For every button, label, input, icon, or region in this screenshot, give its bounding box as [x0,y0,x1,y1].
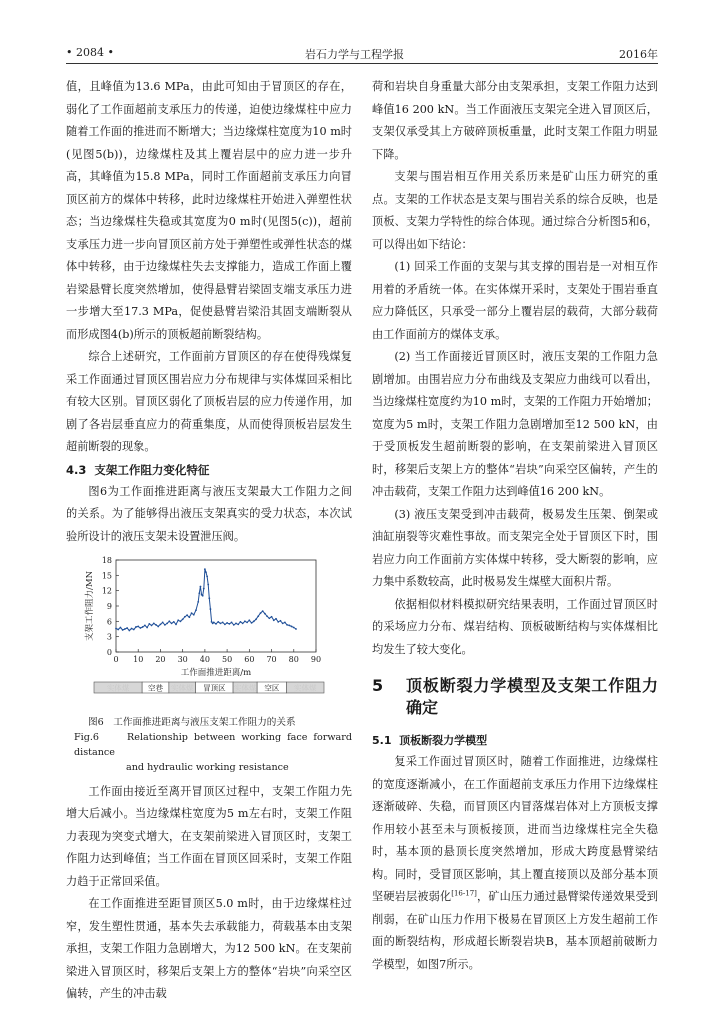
data-point [237,624,239,626]
zone-label: 实体煤 [233,683,257,693]
data-point [280,620,282,622]
data-point [264,613,266,615]
y-tick-label: 9 [106,602,112,611]
conclusion-point-2: (2) 当工作面接近冒顶区时，液压支架的工作阻力急剧增加。由围岩应力分布曲线及支架应力曲线可以看出，当边缘煤柱宽度约为10 m时，支架的工作阻力开始增加；宽度为5 m时，支架工作阻力急剧增加至12 500 kN，由于受顶板发生超前断裂的影响，在支架前梁进入冒顶区时，移架后支架上方的整体“岩块”向采空区偏转，产生的冲击载荷，支架工作阻力达到峰值16 200 kN。 [372,350,658,498]
zone-label: 实体煤 [171,683,194,693]
data-point [293,627,295,629]
data-point [260,612,262,614]
data-point [203,588,205,590]
y-tick-label: 15 [101,571,112,581]
data-point [207,584,209,586]
data-point [148,623,150,625]
data-point [188,616,190,618]
left-para-resistance-change: 工作面由接近至离开冒顶区过程中，支架工作阻力先增大后减小。当边缘煤柱宽度为5 m左右时，支架工作阻力表现为突变式增大，在支架前梁进入冒顶区时，支架工作阻力达到峰值；当工作面在冒顶区回采时，支架工作阻力趋于正常回采值。 [66,784,352,888]
conclusion-point-3: (3) 液压支架受到冲击载荷，极易发生压架、倒架或油缸崩裂等灾难性事故。而支架完全处于冒顶区下时，围岩应力向工作面前方实体煤中转移，受大断裂的影响，应力集中系数较高，此时极易发生煤壁大面积片帮。 [372,507,658,588]
data-point [171,622,173,624]
data-point [273,619,275,621]
right-para-conclusion: 依据相似材料模拟研究结果表明，工作面过冒顶区时的采场应力分布、煤岩结构、顶板破断结构与实体煤相比均发生了较大变化。 [372,597,658,656]
data-point [291,626,293,628]
data-point [217,621,219,623]
y-tick-label: 0 [106,648,112,657]
data-point [266,615,268,617]
data-point [251,622,253,624]
data-point [206,575,208,577]
data-point [213,621,215,623]
data-point [133,629,135,631]
data-point [282,622,284,624]
data-point [228,623,230,625]
data-point [142,626,144,628]
data-point [153,622,155,624]
y-axis-label: 支架工作阻力/MN [85,570,95,642]
data-point [146,627,148,629]
y-tick-label: 3 [106,632,112,642]
data-point [140,627,142,629]
data-point [177,619,179,621]
x-tick-label: 70 [266,655,277,664]
data-point [198,592,200,594]
zone-label: 实体煤 [106,683,130,693]
data-point [208,597,210,599]
data-point [180,620,182,622]
x-tick-label: 60 [244,655,255,664]
left-para-summary: 综合上述研究，工作面前方冒顶区的存在使得残煤复采工作面通过冒顶区围岩应力分布规律与实体煤回采相比有较大区别。冒顶区弱化了顶板岩层的应力传递作用，加剧了各岩层垂直应力的荷重集度，从而使得顶板岩层发生超前断裂的现象。 [66,350,352,453]
figure-6-caption-en-line1: Fig.6 Relationship between working face forward distance [74,731,352,758]
data-point [226,622,228,624]
data-point [253,620,255,622]
left-para-5m-case: 在工作面推进至距冒顶区5.0 m时，由于边缘煤柱过窄，发生塑性贯通，基本失去承载能力，荷载基本由支架承担，支架工作阻力急剧增大，为12 500 kN。在支架前梁进入冒顶区时，移架后支架上方的整体“岩块”向采空区偏转，产生的冲击载 [66,897,352,1000]
figure-6 [66,554,352,775]
figure-6-caption [66,715,352,775]
x-tick-label: 80 [288,655,299,664]
fracture-model-text-b: ，矿山压力通过悬臂梁传递效果受到削弱，在矿山压力作用下极易在冒顶区上方发生超前工作面的断裂结构，形成超长断裂岩块B，基本顶超前破断力学模型，如图7所示。 [372,890,658,971]
right-para-fracture-model [372,751,658,976]
x-tick-label: 0 [113,655,119,664]
data-point [240,621,242,623]
figure-6-caption-en-line2: and hydraulic working resistance [126,761,289,773]
y-tick-label: 6 [106,617,112,627]
publication-year: 2016年 [619,48,658,61]
data-point [191,612,193,614]
data-point [162,621,164,623]
section-5-1-title: 顶板断裂力学模型 [399,734,488,747]
data-point [275,618,277,620]
y-tick-label: 12 [101,586,112,596]
data-point [186,614,188,616]
data-point [211,621,213,623]
data-point [200,586,202,588]
data-point [244,620,246,622]
data-point [286,624,288,626]
data-point [115,628,117,630]
data-point [204,568,206,570]
plot-frame [116,560,316,652]
zone-label: 空区 [264,683,280,693]
zone-label: 空巷 [148,683,164,693]
data-point [124,628,126,630]
data-point [215,623,217,625]
data-point [182,618,184,620]
x-axis-label: 工作面推进距离/m [180,668,252,678]
right-para-interaction: 支架与围岩相互作用关系历来是矿山压力研究的重点。支架的工作状态是支架与围岩关系的综合反映，也是顶板、支架力学特性的综合体现。通过综合分析图5和6，可以得出如下结论： [372,170,658,251]
data-point [288,625,290,627]
data-point [126,627,128,629]
x-tick-label: 90 [310,655,322,664]
figure-6-chart [66,554,352,704]
right-para-continuation: 荷和岩块自身重量大部分由支架承担，支架工作阻力达到峰值16 200 kN。当工作面液压支架完全进入冒顶区后，支架仅承受其上方破碎顶板重量，此时支架工作阻力明显下降。 [372,80,658,161]
page-number: • 2084 • [66,46,114,59]
data-point [242,622,244,624]
data-point [135,626,137,628]
x-tick-label: 50 [222,655,233,664]
data-point [220,622,222,624]
data-point [246,621,248,623]
data-point [168,620,170,622]
data-point [173,621,175,623]
data-point [295,628,297,630]
header-rule [66,63,658,64]
section-5-heading [372,675,658,719]
section-4-3-number: 4.3 [66,462,87,477]
data-point [277,621,279,623]
section-5-number: 5 [372,676,384,695]
data-point [166,622,168,624]
data-point [205,571,207,573]
data-point [144,625,146,627]
series-line-resistance [116,569,296,630]
zone-label: 冒顶区 [203,683,226,693]
data-point [193,614,195,616]
y-tick-label: 18 [101,556,112,565]
data-point [195,609,197,611]
data-point [202,595,204,597]
x-tick-label: 20 [155,655,166,664]
data-point [233,624,235,626]
data-point [271,616,273,618]
data-point [284,621,286,623]
data-point [164,624,166,626]
data-point [268,617,270,619]
zone-label: 实体煤 [294,683,317,693]
data-point [255,618,257,620]
left-column [66,76,352,1006]
section-5-title: 顶板断裂力学模型及支架工作阻力确定 [406,676,658,717]
data-point [224,624,226,626]
data-point [197,601,199,603]
data-point [117,629,119,631]
data-point [131,628,133,630]
data-point [157,626,159,628]
journal-title: 岩石力学与工程学报 [305,48,404,61]
citation-16-17: [16-17] [451,889,477,898]
data-point [151,625,153,627]
figure-6-caption-cn: 图6 工作面推进距离与液压支架工作阻力的关系 [88,716,296,728]
data-point [222,621,224,623]
conclusion-point-1: (1) 回采工作面的支架与其支撑的围岩是一对相互作用着的矛盾统一体。在实体煤开采时，支架处于围岩垂直应力降低区，只承受一部分上覆岩层的载荷，大部分载荷由工作面前方的煤体支承。 [372,260,658,341]
section-5-1-heading [372,731,658,751]
left-para-fig6-intro: 图6为工作面推进距离与液压支架最大工作阻力之间的关系。为了能够得出液压支架真实的受力状态，本次试验所设计的液压支架未设置泄压阀。 [66,484,352,543]
data-point [175,624,177,626]
x-tick-label: 30 [177,655,188,664]
x-tick-label: 40 [199,655,210,664]
section-5-1-number: 5.1 [372,734,392,747]
data-point [120,627,122,629]
data-point [128,630,130,632]
data-point [137,626,139,628]
x-tick-label: 10 [133,655,144,664]
section-4-3-heading [66,459,352,481]
fracture-model-text-a: 复采工作面过冒顶区时，随着工作面推进，边缘煤柱的宽度逐渐减小，在工作面超前支承压力作用下边缘煤柱逐渐破碎、失稳，而冒顶区内冒落煤岩体对上方顶板支撑作用较小甚至未与顶板接顶，进而当边缘煤柱完全失稳时，基本顶的悬顶长度突然增加，形成大跨度悬臂梁结构。同时，受冒顶区影响，其上覆直接顶以及部分基本顶坚硬岩层被弱化 [372,755,658,903]
data-point [248,619,250,621]
data-point [210,608,212,610]
left-para-continuation: 值，且峰值为13.6 MPa，由此可知由于冒顶区的存在，弱化了工作面超前支承压力的传递，迫使边缘煤柱中应力随着工作面的推进而不断增大；当边缘煤柱宽度为10 m时(见图5(b))，边缘煤柱及其上覆岩层中的应力进一步升高，其峰值为15.8 MPa，同时工作面超前支承压力向冒顶区前方的煤体中转移，此时边缘煤柱开始进入弹塑性状态；当边缘煤柱失稳或其宽度为0 m时(见图5(c))，超前支承压力进一步向冒顶区前方处于弹塑性或弹性状态的煤体中转移，由于边缘煤柱失去支撑能力，造成工作面上覆岩梁悬臂长度突然增加，使得悬臂岩梁固支端支承压力进一步增大至17.3 MPa，促使悬臂岩梁沿其固支端断裂从而形成图4(b)所示的顶板超前断裂结构。 [66,80,352,341]
section-4-3-title: 支架工作阻力变化特征 [94,462,210,477]
data-point [184,616,186,618]
data-point [262,610,264,612]
data-point [257,615,259,617]
data-point [155,624,157,626]
data-point [235,622,237,624]
data-point [122,629,124,631]
data-point [231,621,233,623]
right-column [372,76,658,976]
data-point [160,624,162,626]
